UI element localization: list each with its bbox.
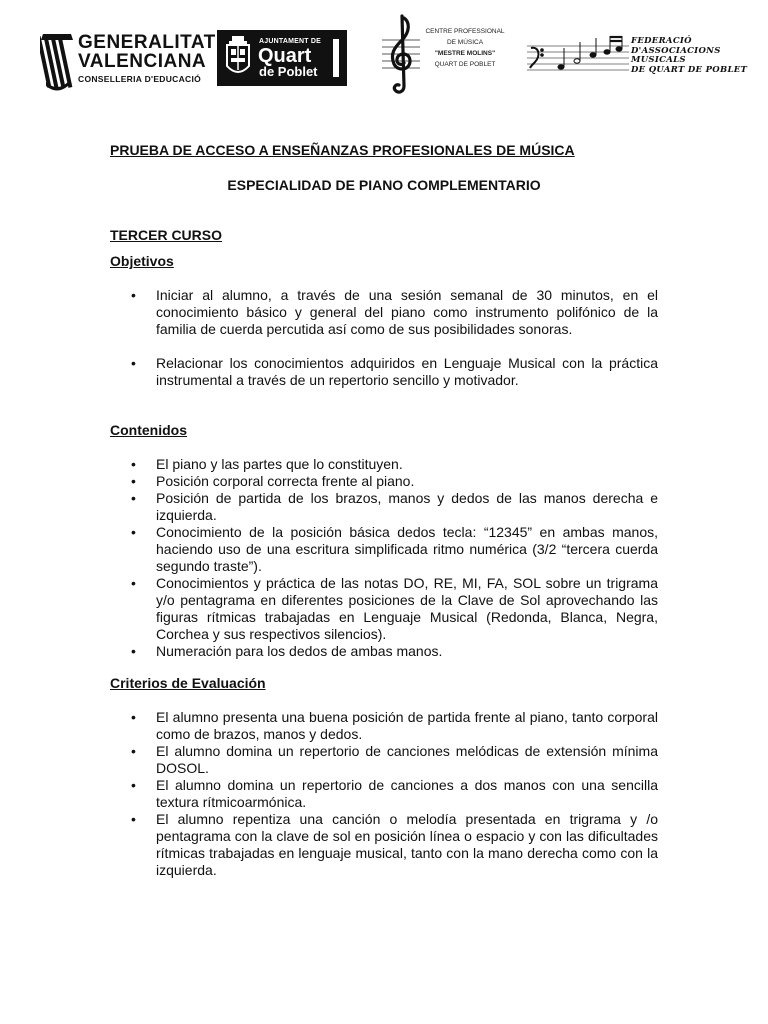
ajuntament-quart-logo bbox=[217, 30, 347, 86]
list-item bbox=[110, 575, 658, 643]
contents-heading: Contenidos bbox=[110, 422, 187, 438]
criterion-text: El alumno domina un repertorio de canciones melódicas de extensión mínima DOSOL. bbox=[156, 743, 658, 776]
generalitat-line-2: VALENCIANA bbox=[78, 51, 207, 72]
federacio-line-4: DE QUART DE POBLET bbox=[631, 64, 748, 75]
content-text: Conocimiento de la posición básica dedos tecla: “12345” en ambas manos, haciendo uso de una escritura simplificada ritmo numérica (3/2 “tercera cuerda segundo traste”). bbox=[156, 524, 658, 574]
quart-name: Quart bbox=[258, 45, 312, 67]
list-item bbox=[110, 643, 658, 660]
bullet-icon: • bbox=[131, 473, 136, 489]
quart-small-label: AJUNTAMENT DE bbox=[259, 38, 321, 45]
bullet-icon: • bbox=[131, 777, 136, 793]
federacio-line-2: D'ASSOCIACIONS bbox=[631, 45, 721, 56]
federacio-logo bbox=[527, 34, 752, 80]
bullet-icon: • bbox=[131, 811, 136, 827]
content-text: Posición de partida de los brazos, manos y dedos de las manos derecha e izquierda. bbox=[156, 490, 658, 523]
generalitat-wordmark bbox=[78, 34, 216, 86]
content-text: Numeración para los dedos de ambas manos. bbox=[156, 643, 443, 659]
federacio-line-1: FEDERACIÓ bbox=[631, 36, 692, 46]
mestre-molins-line-2: DE MÚSICA bbox=[446, 39, 484, 46]
treble-clef-icon bbox=[380, 14, 422, 96]
header-logos bbox=[0, 0, 768, 110]
list-item bbox=[110, 524, 658, 575]
list-item bbox=[110, 287, 658, 338]
music-staff-icon bbox=[527, 34, 629, 78]
criterion-text: El alumno repentiza una canción o melodía presentada en trigrama y /o pentagrama con la clave de sol en posición línea o espacio y con las dificultades rítmicas trabajadas en lenguaje musical, tanto con la mano derecha como con la izquierda. bbox=[156, 811, 658, 878]
objective-text: Relacionar los conocimientos adquiridos en Lenguaje Musical con la práctica instrumental a través de un repertorio sencillo y motivador. bbox=[156, 355, 658, 388]
criterion-text: El alumno domina un repertorio de canciones a dos manos con una sencilla textura rítmicoarmónica. bbox=[156, 777, 658, 810]
content-text: Posición corporal correcta frente al piano. bbox=[156, 473, 415, 489]
criteria-list bbox=[110, 709, 658, 879]
objectives-heading: Objetivos bbox=[110, 253, 174, 269]
quart-crest-icon bbox=[223, 34, 253, 82]
federacio-line-3: MUSICALS bbox=[631, 55, 686, 65]
list-item bbox=[110, 709, 658, 743]
list-item bbox=[110, 456, 658, 473]
mestre-molins-text bbox=[420, 26, 510, 70]
bullet-icon: • bbox=[131, 709, 136, 725]
list-item bbox=[110, 355, 658, 389]
course-heading: TERCER CURSO bbox=[110, 227, 223, 243]
bullet-icon: • bbox=[131, 287, 136, 303]
contents-list bbox=[110, 456, 658, 660]
generalitat-valenciana-logo bbox=[40, 30, 216, 94]
mestre-molins-line-4: QUART DE POBLET bbox=[434, 61, 496, 68]
generalitat-emblem-icon bbox=[40, 32, 74, 92]
mestre-molins-logo bbox=[380, 14, 515, 96]
bullet-icon: • bbox=[131, 490, 136, 506]
document-body bbox=[110, 142, 658, 879]
content-text: Conocimientos y práctica de las notas DO, RE, MI, FA, SOL sobre un trigrama y/o pentagrama en diferentes posiciones de la Clave de Sol aprovechando las figuras rítmicas trabajadas en Lenguaje Musical (Redonda, Blanca, Negra, Corchea y sus respectivos silencios). bbox=[156, 575, 658, 642]
content-text: El piano y las partes que lo constituyen. bbox=[156, 456, 403, 472]
criterion-text: El alumno presenta una buena posición de partida frente al piano, tanto corporal como de brazos, manos y dedos. bbox=[156, 709, 658, 742]
document-subtitle: ESPECIALIDAD DE PIANO COMPLEMENTARIO bbox=[227, 177, 541, 193]
objective-text: Iniciar al alumno, a través de una sesión semanal de 30 minutos, en el conocimiento básico y general del piano como instrumento polifónico de la familia de cuerda percutida así como de sus posibilidades sonoras. bbox=[156, 287, 658, 337]
quart-subname: de Poblet bbox=[259, 64, 318, 79]
list-item bbox=[110, 473, 658, 490]
list-item bbox=[110, 777, 658, 811]
bullet-icon: • bbox=[131, 643, 136, 659]
federacio-text bbox=[631, 37, 747, 75]
objectives-list bbox=[110, 287, 658, 389]
list-item bbox=[110, 490, 658, 524]
mestre-molins-line-1: CENTRE PROFESSIONAL bbox=[425, 28, 505, 35]
mestre-molins-line-3: "MESTRE MOLINS" bbox=[434, 50, 496, 57]
criteria-heading: Criterios de Evaluación bbox=[110, 675, 266, 691]
document-title: PRUEBA DE ACCESO A ENSEÑANZAS PROFESIONALES DE MÚSICA bbox=[110, 142, 575, 158]
bullet-icon: • bbox=[131, 456, 136, 472]
list-item bbox=[110, 743, 658, 777]
bullet-icon: • bbox=[131, 355, 136, 371]
quart-bar-decoration bbox=[333, 39, 339, 77]
generalitat-line-3: CONSELLERIA D'EDUCACIÓ bbox=[78, 74, 202, 84]
bullet-icon: • bbox=[131, 575, 136, 591]
generalitat-line-1: GENERALITAT bbox=[78, 32, 216, 53]
bullet-icon: • bbox=[131, 743, 136, 759]
bullet-icon: • bbox=[131, 524, 136, 540]
list-item bbox=[110, 811, 658, 879]
